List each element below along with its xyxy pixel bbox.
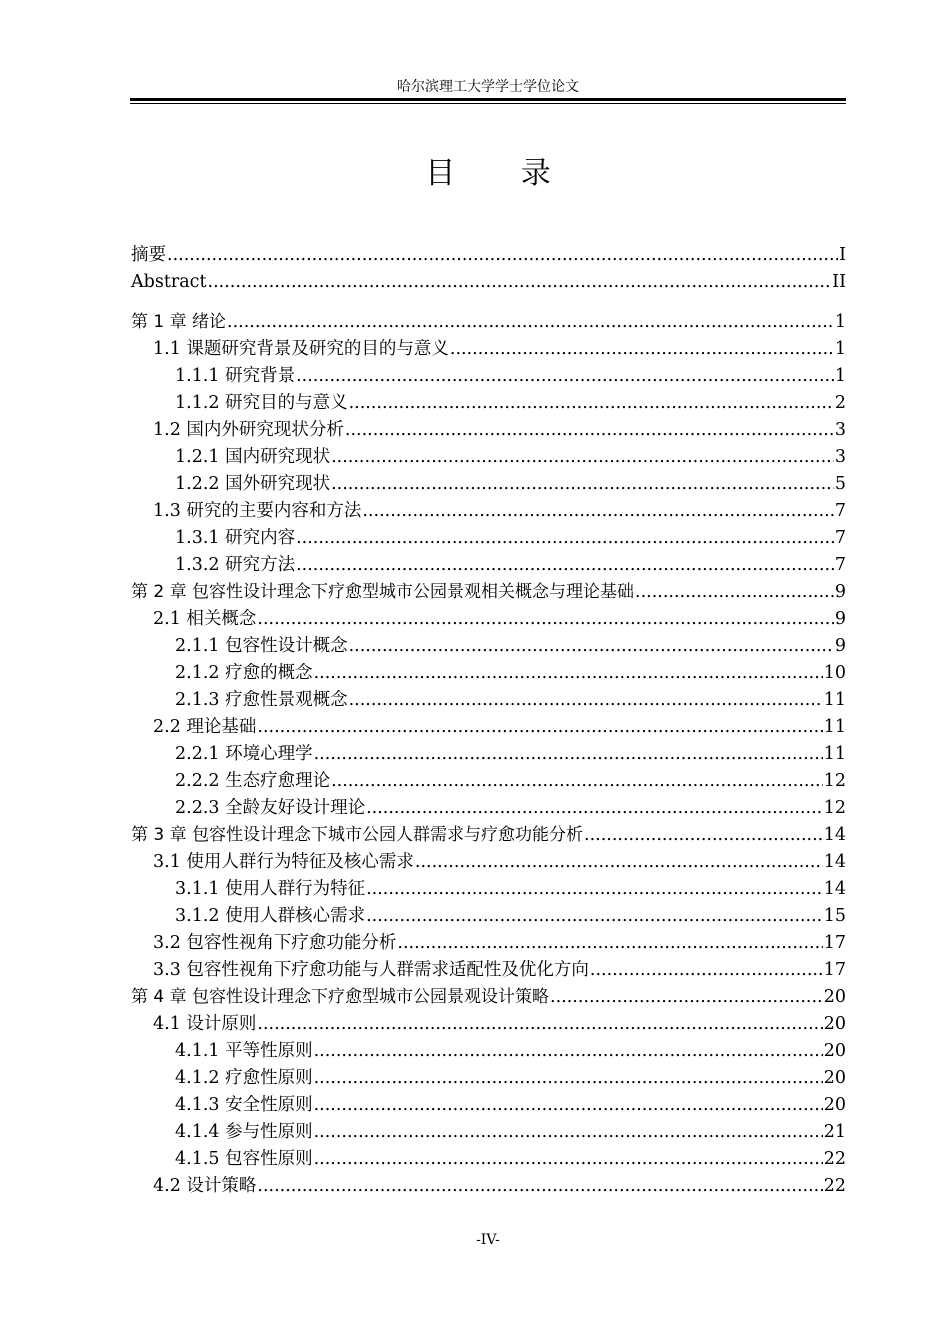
toc-leader-dots: [415, 849, 823, 876]
toc-entry[interactable]: [131, 930, 846, 957]
toc-entry-page: II: [832, 272, 846, 292]
toc-leader-dots: [550, 984, 823, 1011]
toc-entry-label: 2.1.1 包容性设计概念: [175, 636, 348, 656]
toc-leader-dots: [331, 768, 823, 795]
toc-entry-page: 7: [834, 501, 846, 521]
toc-entry-page: 3: [834, 447, 846, 467]
toc-entry-label: 2.2.2 生态疗愈理论: [175, 771, 331, 791]
toc-entry-page: 22: [823, 1149, 846, 1169]
toc-entry-label: 摘要: [131, 245, 166, 265]
toc-entry-page: 9: [834, 582, 846, 602]
toc-leader-dots: [362, 498, 833, 525]
header-rule-thick: [130, 98, 846, 101]
toc-entry-label: 3.2 包容性视角下疗愈功能分析: [153, 933, 397, 953]
toc-entry-page: 7: [834, 528, 846, 548]
toc-entry[interactable]: [131, 1146, 846, 1173]
toc-leader-dots: [397, 930, 822, 957]
toc-entry-page: 11: [823, 717, 846, 737]
toc-entry[interactable]: [131, 795, 846, 822]
toc-leader-dots: [366, 876, 823, 903]
toc-leader-dots: [331, 471, 834, 498]
toc-entry-page: 5: [834, 474, 846, 494]
toc-entry[interactable]: [131, 498, 846, 525]
toc-entry-page: I: [839, 245, 846, 265]
toc-leader-dots: [314, 1038, 823, 1065]
toc-entry[interactable]: [131, 309, 846, 336]
toc-entry-label: 2.2 理论基础: [153, 717, 257, 737]
toc-entry-label: 2.2.1 环境心理学: [175, 744, 313, 764]
toc-leader-dots: [366, 903, 823, 930]
toc-entry[interactable]: [131, 242, 846, 269]
toc-leader-dots: [296, 525, 834, 552]
toc-entry-page: 12: [823, 798, 846, 818]
toc-entry-page: 20: [823, 1014, 846, 1034]
toc-entry-label: 1.2.2 国外研究现状: [175, 474, 331, 494]
toc-entry-label: 4.1.1 平等性原则: [175, 1041, 313, 1061]
toc-entry[interactable]: [131, 957, 846, 984]
toc-entry[interactable]: [131, 1038, 846, 1065]
toc-entry-label: 4.1.2 疗愈性原则: [175, 1068, 313, 1088]
toc-entry-page: 15: [823, 906, 846, 926]
toc-entry-label: 1.2 国内外研究现状分析: [153, 420, 344, 440]
toc-entry[interactable]: [131, 687, 846, 714]
toc-entry[interactable]: [131, 579, 846, 606]
toc-leader-dots: [345, 417, 834, 444]
toc-leader-dots: [584, 822, 823, 849]
toc-entry[interactable]: [131, 1065, 846, 1092]
toc-entry[interactable]: [131, 633, 846, 660]
toc-entry-label: 4.1.3 安全性原则: [175, 1095, 313, 1115]
header-rule-thin: [130, 103, 846, 104]
toc-entry[interactable]: [131, 741, 846, 768]
toc-leader-dots: [349, 687, 823, 714]
toc-entry-page: 20: [823, 1095, 846, 1115]
toc-entry[interactable]: [131, 714, 846, 741]
toc-entry[interactable]: [131, 768, 846, 795]
toc-leader-dots: [257, 606, 833, 633]
toc-entry-label: 1.3.2 研究方法: [175, 555, 296, 575]
toc-leader-dots: [208, 269, 832, 296]
toc-entry[interactable]: [131, 1092, 846, 1119]
toc-entry-label: 3.3 包容性视角下疗愈功能与人群需求适配性及优化方向: [153, 960, 589, 980]
toc-entry[interactable]: [131, 390, 846, 417]
toc-entry[interactable]: [131, 822, 846, 849]
toc-entry-page: 7: [834, 555, 846, 575]
toc-leader-dots: [296, 363, 834, 390]
toc-entry[interactable]: [131, 552, 846, 579]
toc-entry[interactable]: [131, 903, 846, 930]
toc-entry[interactable]: [131, 525, 846, 552]
toc-leader-dots: [257, 714, 822, 741]
toc-entry[interactable]: [131, 471, 846, 498]
toc-entry[interactable]: [131, 660, 846, 687]
toc-entry-label: 1.1.2 研究目的与意义: [175, 393, 348, 413]
toc-entry[interactable]: [131, 336, 846, 363]
toc-leader-dots: [167, 242, 838, 269]
toc-leader-dots: [314, 1146, 823, 1173]
toc-leader-dots: [314, 1065, 823, 1092]
toc-entry-page: 1: [834, 339, 846, 359]
toc-entry-label: Abstract: [131, 272, 207, 292]
toc-entry-page: 2: [834, 393, 846, 413]
toc-entry-page: 14: [823, 825, 846, 845]
toc-entry-page: 21: [823, 1122, 846, 1142]
toc-entry-label: 3.1.2 使用人群核心需求: [175, 906, 366, 926]
toc-leader-dots: [314, 1092, 823, 1119]
toc-entry-label: 1.3.1 研究内容: [175, 528, 296, 548]
toc-entry-label: 4.1.4 参与性原则: [175, 1122, 313, 1142]
toc-leader-dots: [450, 336, 834, 363]
toc-entry[interactable]: [131, 1119, 846, 1146]
toc-entry-page: 17: [823, 933, 846, 953]
toc-entry-label: 1.3 研究的主要内容和方法: [153, 501, 362, 521]
toc-entry-page: 12: [823, 771, 846, 791]
toc-entry-label: 3.1.1 使用人群行为特征: [175, 879, 366, 899]
toc-entry-page: 11: [823, 690, 846, 710]
toc-entry-label: 2.2.3 全龄友好设计理论: [175, 798, 366, 818]
toc-entry-label: 1.2.1 国内研究现状: [175, 447, 331, 467]
toc-entry-page: 10: [823, 663, 846, 683]
page-number: -IV-: [476, 1232, 500, 1248]
toc-entry[interactable]: [131, 984, 846, 1011]
toc-leader-dots: [331, 444, 834, 471]
toc-entry[interactable]: [131, 876, 846, 903]
toc-leader-dots: [635, 579, 834, 606]
toc-entry-label: 2.1.2 疗愈的概念: [175, 663, 313, 683]
toc-entry-label: 第 1 章 绪论: [131, 312, 227, 332]
toc-leader-dots: [257, 1173, 822, 1200]
toc-entry-page: 1: [834, 366, 846, 386]
toc-leader-dots: [349, 390, 834, 417]
toc-entry[interactable]: [131, 1173, 846, 1200]
toc-leader-dots: [590, 957, 823, 984]
toc-entry-page: 9: [834, 609, 846, 629]
toc-entry[interactable]: [131, 1011, 846, 1038]
toc-entry-label: 第 4 章 包容性设计理念下疗愈型城市公园景观设计策略: [131, 987, 550, 1007]
toc-entry-label: 2.1.3 疗愈性景观概念: [175, 690, 348, 710]
toc-entry-page: 20: [823, 987, 846, 1007]
toc-entry[interactable]: [131, 269, 846, 296]
toc-entry-page: 11: [823, 744, 846, 764]
toc-entry[interactable]: [131, 363, 846, 390]
toc-leader-dots: [227, 309, 834, 336]
toc-entry-page: 20: [823, 1041, 846, 1061]
toc-entry-page: 17: [823, 960, 846, 980]
toc-leader-dots: [349, 633, 834, 660]
toc-entry-label: 1.1 课题研究背景及研究的目的与意义: [153, 339, 449, 359]
toc-entry-label: 2.1 相关概念: [153, 609, 257, 629]
toc-entry-page: 14: [823, 879, 846, 899]
toc-leader-dots: [296, 552, 834, 579]
toc-entry-label: 第 2 章 包容性设计理念下疗愈型城市公园景观相关概念与理论基础: [131, 582, 635, 602]
toc-entry-label: 3.1 使用人群行为特征及核心需求: [153, 852, 414, 872]
toc-entry-label: 4.2 设计策略: [153, 1176, 257, 1196]
toc-entry-label: 4.1 设计原则: [153, 1014, 257, 1034]
toc-entry-page: 1: [834, 312, 846, 332]
toc-entry-page: 20: [823, 1068, 846, 1088]
toc-entry[interactable]: [131, 417, 846, 444]
toc-entry-label: 1.1.1 研究背景: [175, 366, 296, 386]
table-of-contents: [131, 242, 846, 1200]
toc-leader-dots: [366, 795, 823, 822]
toc-entry[interactable]: [131, 849, 846, 876]
toc-leader-dots: [314, 1119, 823, 1146]
toc-entry-page: 22: [823, 1176, 846, 1196]
toc-entry[interactable]: [131, 444, 846, 471]
toc-entry-label: 4.1.5 包容性原则: [175, 1149, 313, 1169]
toc-entry-label: 第 3 章 包容性设计理念下城市公园人群需求与疗愈功能分析: [131, 825, 584, 845]
toc-leader-dots: [257, 1011, 822, 1038]
toc-title: 目 录: [425, 156, 579, 191]
toc-leader-dots: [314, 660, 823, 687]
running-header: 哈尔滨理工大学学士学位论文: [397, 79, 579, 95]
toc-entry-page: 3: [834, 420, 846, 440]
toc-entry[interactable]: [131, 606, 846, 633]
toc-entry-page: 14: [823, 852, 846, 872]
toc-leader-dots: [314, 741, 823, 768]
toc-entry-page: 9: [834, 636, 846, 656]
